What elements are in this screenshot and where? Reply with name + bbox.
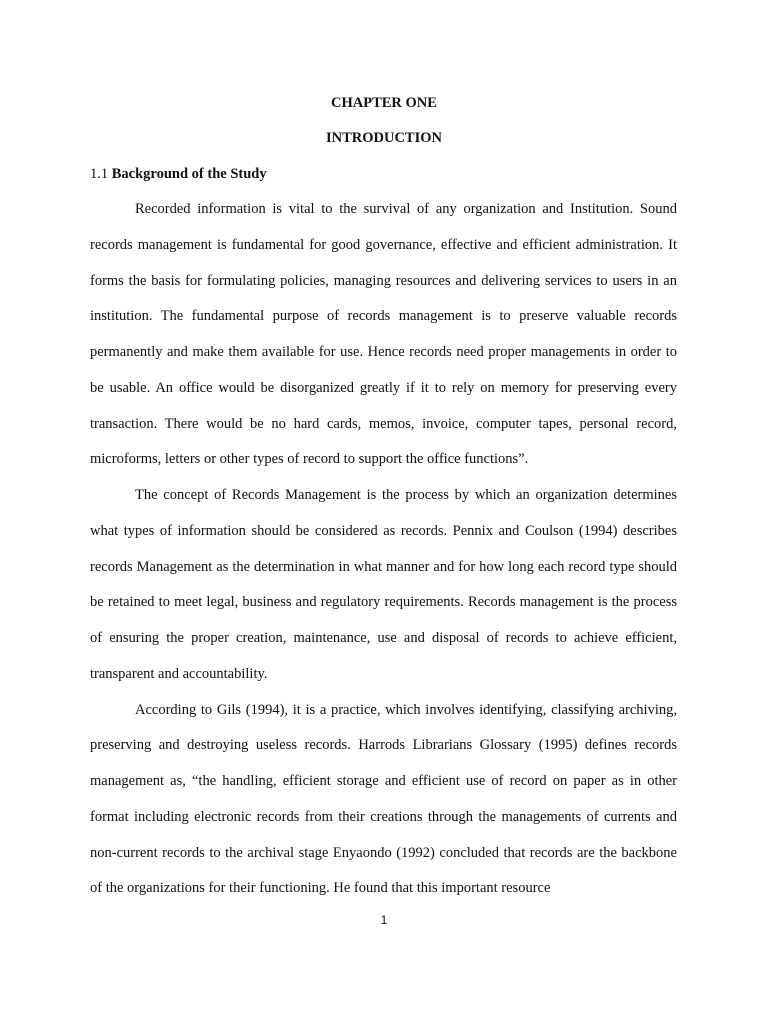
section-heading: INTRODUCTION [325, 130, 442, 146]
paragraph: The concept of Records Management is the process by which an organization determines what types of information should be considered as records. Pennix and Coulson (1994) describes records Management as the determination in what manner and for how long each record type should be retained to meet legal, business and regulatory requirements. Records management is the process of ensuring the proper creation, maintenance, use and disposal of records to achieve efficient, transparent and accountability. [90, 487, 677, 682]
subsection-number: 1.1 [90, 166, 109, 182]
body-text [90, 192, 677, 907]
chapter-heading: CHAPTER ONE [331, 95, 437, 111]
paragraph: Recorded information is vital to the survival of any organization and Institution. Sound records management is fundamental for good governance, effective and efficient administration. It forms the basis for formulating policies, managing resources and delivering services to users in an institution. The fundamental purpose of records management is to preserve valuable records permanently and make them available for use. Hence records need proper managements in order to be usable. An office would be disorganized greatly if it to rely on memory for preserving every transaction. There would be no hard cards, memos, invoice, computer tapes, personal record, microforms, letters or other types of record to support the office functions”. [90, 201, 677, 468]
paragraph: According to Gils (1994), it is a practice, which involves identifying, classifying archiving, preserving and destroying useless records. Harrods Librarians Glossary (1995) defines records management as, “the handling, efficient storage and efficient use of record on paper as in other format including electronic records from their creations through the managements of currents and non-current records to the archival stage Enyaondo (1992) concluded that records are the backbone of the organizations for their functioning. He found that this important resource [90, 701, 677, 897]
subsection-heading [90, 164, 267, 184]
subsection-title: Background of the Study [111, 166, 267, 182]
page-number: 1 [380, 913, 388, 927]
